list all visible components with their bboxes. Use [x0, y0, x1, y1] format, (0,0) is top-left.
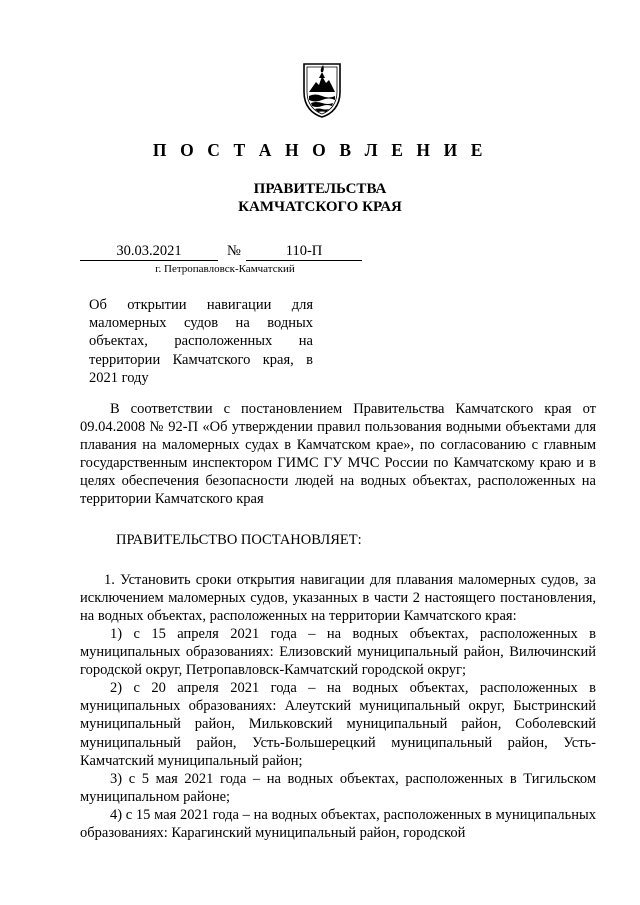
document-subject: Об открытии навигации для маломерных судов на водных объектах, расположенных на территории Камчатского края, в 2021 году [89, 297, 313, 386]
document-title: П О С Т А Н О В Л Е Н И Е [152, 140, 488, 160]
decree-heading: ПРАВИТЕЛЬСТВО ПОСТАНОВЛЯЕТ: [116, 531, 362, 548]
coat-of-arms-icon [302, 62, 342, 118]
subparagraph-2: 2) с 20 апреля 2021 года – на водных объектах, расположенных в муниципальных образованиях: Алеутский муниципальный округ, Быстринский муниципальный район, Мильковский муниципальный район, Соболевский муниципальный район, Усть-Большерецкий муниципальный район, Усть-Камчатский муниципальный район; [80, 680, 596, 769]
issuer-line-2: КАМЧАТСКОГО КРАЯ [238, 199, 402, 215]
subparagraph-3: 3) с 5 мая 2021 года – на водных объектах, расположенных в Тигильском муниципальном районе; [80, 770, 596, 805]
document-number: 110-П [246, 243, 362, 261]
document-body [80, 400, 596, 842]
subparagraph-1: 1) с 15 апреля 2021 года – на водных объектах, расположенных в муниципальных образованиях: Елизовский муниципальный район, Вилючинский городской округ, Петропавловск-Камчатский городской округ; [80, 625, 596, 679]
issuer-line-1: ПРАВИТЕЛЬСТВА [253, 181, 387, 197]
issuer-name [0, 180, 640, 216]
paragraph-item-1: 1. Установить сроки открытия навигации для плавания маломерных судов, за исключением маломерных судов, указанных в части 2 настоящего постановления, на водных объектах, расположенных на территории Камчатского края: [80, 571, 596, 624]
subparagraph-4: 4) с 15 мая 2021 года – на водных объектах, расположенных в муниципальных образованиях: Карагинский муниципальный район, городской [80, 806, 596, 841]
preamble-paragraph: В соответствии с постановлением Правительства Камчатского края от 09.04.2008 № 92-П «Об утверждении правил пользования водными объектами для плавания на маломерных судах в Камчатском крае», по согласованию с главным государственным инспектором ГИМС ГУ МЧС России по Камчатскому краю и в целях обеспечения безопасности людей на водных объектах, расположенных на территории Камчатского края [80, 401, 596, 508]
document-city: г. Петропавловск-Камчатский [155, 263, 295, 275]
document-date: 30.03.2021 [80, 243, 218, 261]
number-sign: № [227, 243, 241, 259]
